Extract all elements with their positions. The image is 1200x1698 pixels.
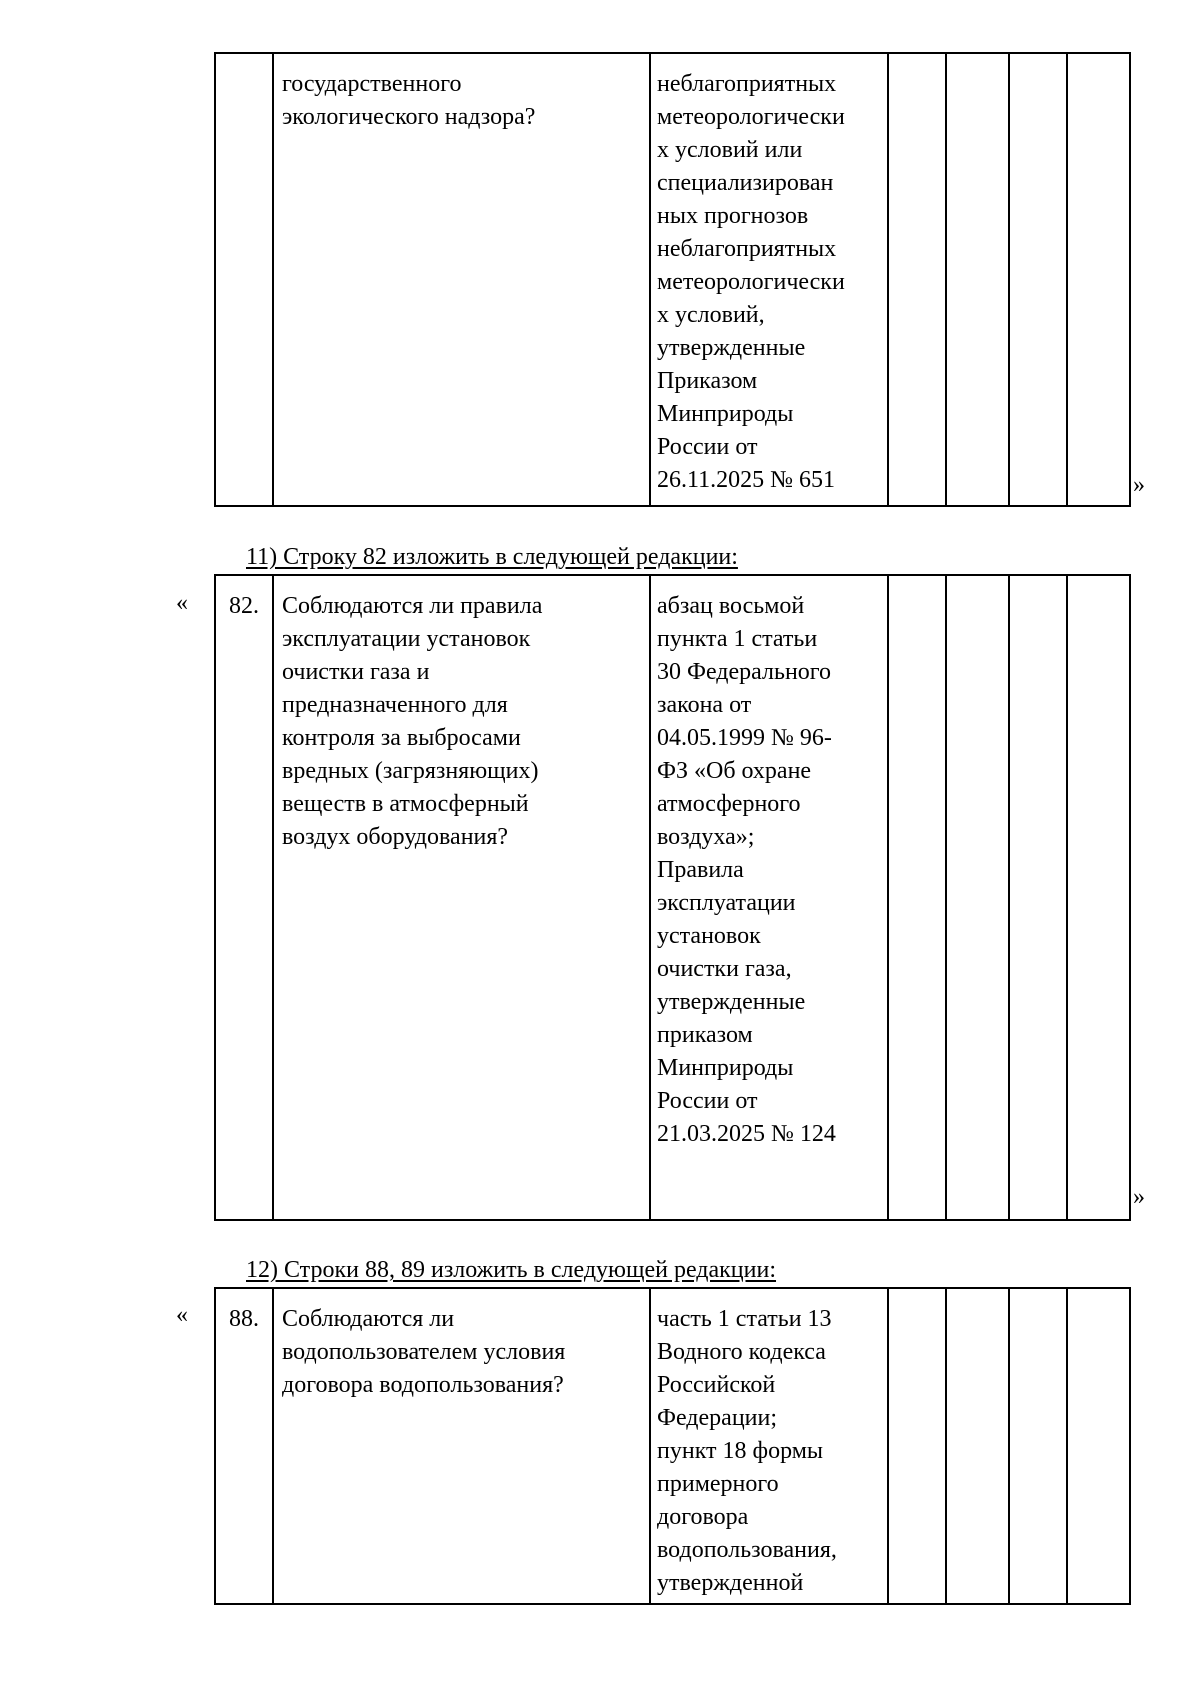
answer-cell-yes <box>888 1288 946 1604</box>
answer-cell-no <box>946 53 1009 506</box>
closing-quote: » <box>1133 1184 1145 1210</box>
question-cell: государственного экологического надзора? <box>273 53 650 506</box>
amendment-paragraph-11: 11) Строку 82 изложить в следующей редакции: <box>246 544 738 570</box>
answer-cell-no <box>946 1288 1009 1604</box>
closing-quote: » <box>1133 472 1145 498</box>
opening-quote: « <box>176 590 188 616</box>
legal-reference-cell: неблагоприятных метеорологически х условий или специализирован ных прогнозов неблагоприятных метеорологически х условий, утвержденные Приказом Минприроды России от 26.11.2025 № 651 <box>650 53 888 506</box>
row-number: 82. <box>215 575 273 1220</box>
legal-reference-cell: часть 1 статьи 13 Водного кодекса Российской Федерации; пункт 18 формы примерного договора водопользования, утвержденной <box>650 1288 888 1604</box>
note-cell <box>1067 575 1130 1220</box>
question-cell: Соблюдаются ли правила эксплуатации установок очистки газа и предназначенного для контроля за выбросами вредных (загрязняющих) веществ в атмосферный воздух оборудования? <box>273 575 650 1220</box>
note-cell <box>1067 1288 1130 1604</box>
table-row <box>215 53 1130 506</box>
table-row <box>215 575 1130 1220</box>
amendment-paragraph-12: 12) Строки 88, 89 изложить в следующей редакции: <box>246 1257 777 1283</box>
opening-quote: « <box>176 1302 188 1328</box>
legal-reference-cell: абзац восьмой пункта 1 статьи 30 Федерального закона от 04.05.1999 № 96- ФЗ «Об охране атмосферного воздуха»; Правила эксплуатации установок очистки газа, утвержденные приказом Минприроды России от 21.03.2025 № 124 <box>650 575 888 1220</box>
answer-cell-no <box>946 575 1009 1220</box>
note-cell <box>1067 53 1130 506</box>
answer-cell-na <box>1009 53 1067 506</box>
checklist-table-row-88 <box>214 1287 1131 1605</box>
answer-cell-na <box>1009 1288 1067 1604</box>
row-number <box>215 53 273 506</box>
checklist-table-row-82 <box>214 574 1131 1221</box>
question-cell: Соблюдаются ли водопользователем условия договора водопользования? <box>273 1288 650 1604</box>
answer-cell-na <box>1009 575 1067 1220</box>
table-row <box>215 1288 1130 1604</box>
checklist-table-continuation <box>214 52 1131 507</box>
answer-cell-yes <box>888 575 946 1220</box>
answer-cell-yes <box>888 53 946 506</box>
row-number: 88. <box>215 1288 273 1604</box>
